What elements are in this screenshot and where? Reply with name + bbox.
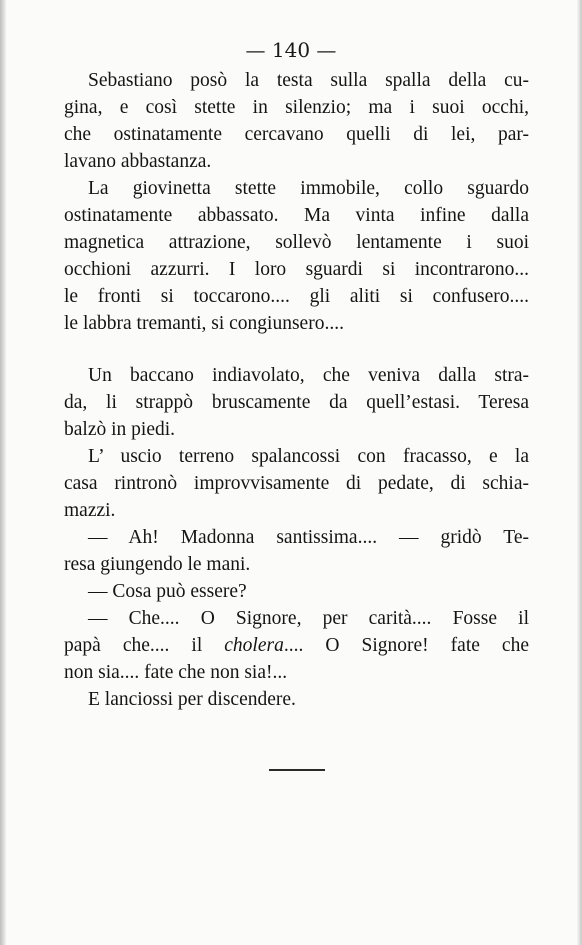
text-line: casa rintronò improvvisamente di pedate, di schia- [64, 473, 529, 494]
page-number: — 140 — [245, 38, 337, 62]
paragraph-1 [64, 67, 529, 175]
text-line: La giovinetta stette immobile, collo sguardo [88, 178, 529, 199]
text-line: — Cosa può essere? [88, 581, 247, 602]
text-span: .... O Signore! fate che [283, 635, 529, 656]
text-line: L’ uscio terreno spalancossi con fracasso, e la [88, 446, 529, 467]
text-line: da, li strappò bruscamente da quell’estasi. Teresa [64, 392, 529, 413]
page-edge-left [0, 0, 6, 945]
text-line: E lanciossi per discendere. [88, 689, 296, 710]
paragraph-3 [64, 362, 529, 443]
text-line: che ostinatamente cercavano quelli di lei, par- [64, 124, 529, 145]
text-span: papà che.... il [64, 635, 225, 656]
text-line: magnetica attrazione, sollevò lentamente i suoi [64, 232, 529, 253]
paragraph-2 [64, 175, 529, 337]
page-edge-right [577, 0, 582, 945]
text-line: resa giungendo le mani. [64, 554, 251, 575]
section-rule [269, 769, 325, 771]
section-gap [64, 337, 529, 362]
text-line: ostinatamente abbassato. Ma vinta infine dalla [64, 205, 529, 226]
text-line: balzò in piedi. [64, 419, 176, 440]
text-line: Sebastiano posò la testa sulla spalla della cu- [88, 70, 529, 91]
text-line: le fronti si toccarono.... gli aliti si confusero.... [64, 286, 529, 307]
text-line [64, 632, 529, 659]
text-line: lavano abbastanza. [64, 151, 212, 172]
text-line: mazzi. [64, 500, 116, 521]
text-line: Un baccano indiavolato, che veniva dalla stra- [88, 365, 529, 386]
paragraph-5 [64, 524, 529, 578]
paragraph-4 [64, 443, 529, 524]
text-line: — Ah! Madonna santissima.... — gridò Te- [88, 527, 529, 548]
text-line: occhioni azzurri. I loro sguardi si incontrarono... [64, 259, 529, 280]
paragraph-6 [64, 578, 529, 605]
paragraph-7 [64, 605, 529, 686]
text-line: gina, e così stette in silenzio; ma i suoi occhi, [64, 97, 529, 118]
text-line: le labbra tremanti, si congiunsero.... [64, 313, 344, 334]
text-line: non sia.... fate che non sia!... [64, 662, 288, 683]
italic-word: cholera [224, 635, 284, 656]
body-text [64, 67, 529, 713]
paragraph-8 [64, 686, 529, 713]
text-line: — Che.... O Signore, per carità.... Fosse il [88, 608, 529, 629]
